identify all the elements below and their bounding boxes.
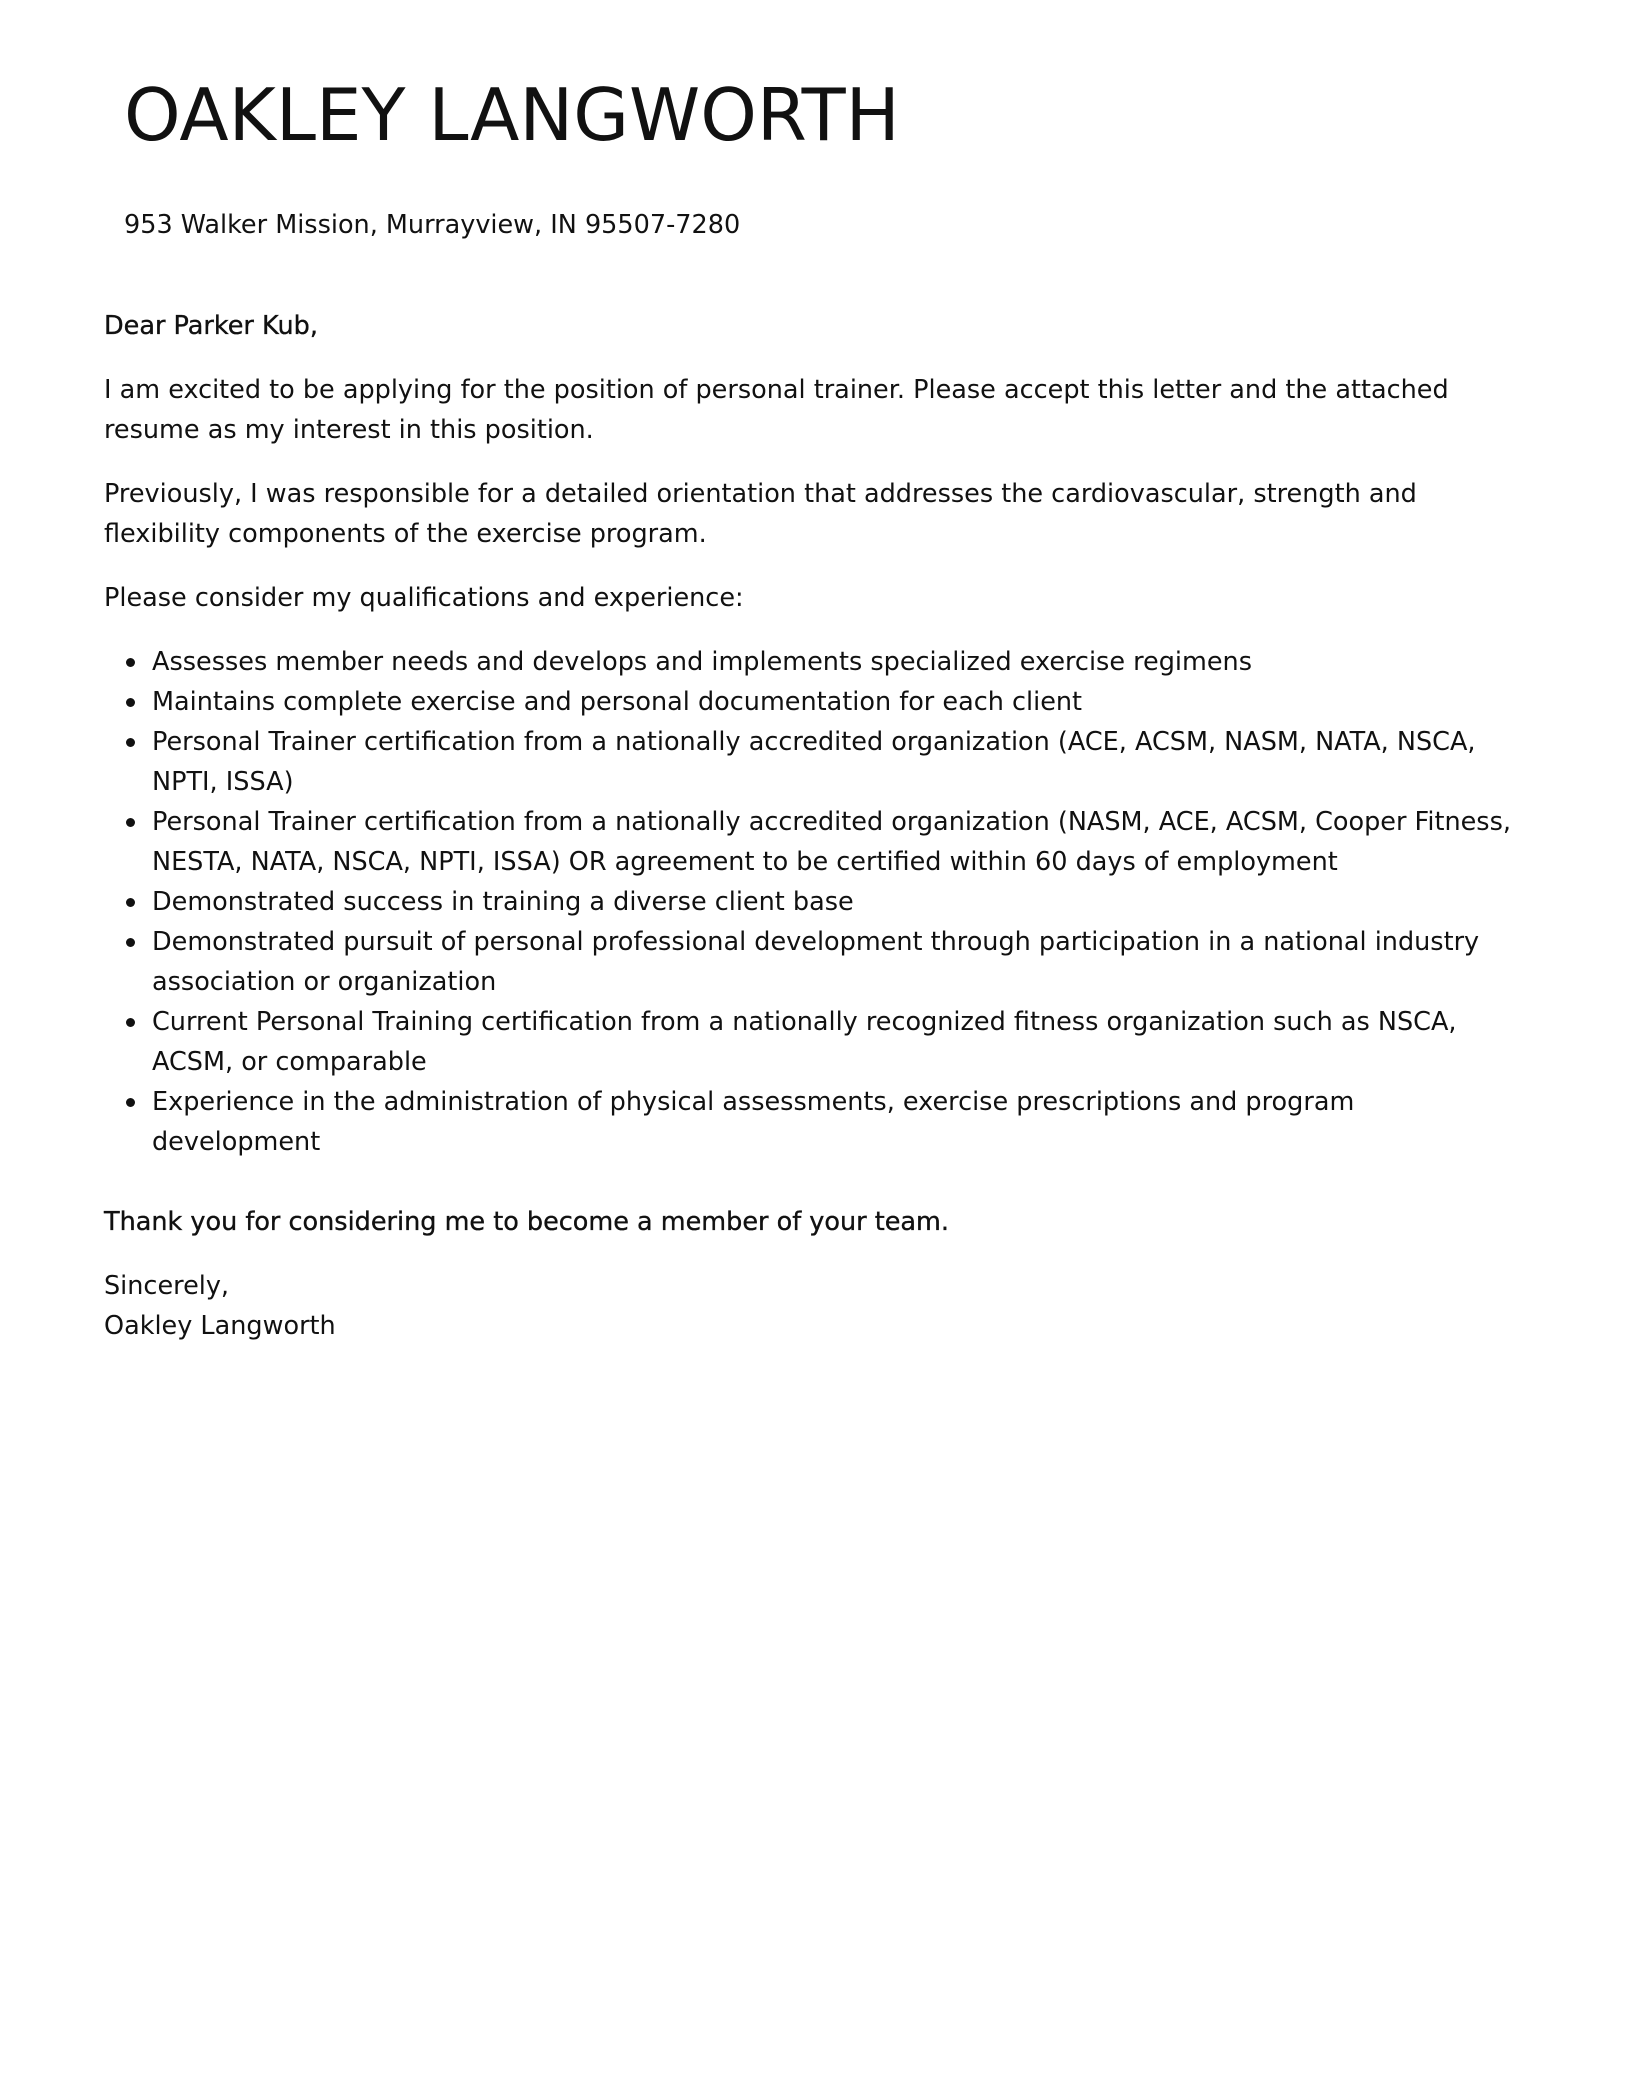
qualification-text: Experience in the administration of physical assessments, exercise prescriptions and program development bbox=[152, 1087, 1355, 1157]
qualification-text: Current Personal Training certification from a nationally recognized fitness organization such as NSCA, ACSM, or comparable bbox=[152, 1007, 1457, 1077]
bullet-icon bbox=[126, 658, 135, 667]
letter-body bbox=[104, 306, 1524, 1346]
closing-sentence: Thank you for considering me to become a member of your team. bbox=[104, 1207, 949, 1237]
signature-name: Oakley Langworth bbox=[104, 1311, 336, 1341]
letter-header bbox=[124, 70, 1504, 242]
qualification-item bbox=[152, 882, 1524, 922]
bullet-icon bbox=[126, 898, 135, 907]
bullet-icon bbox=[126, 738, 135, 747]
qualifications-list bbox=[104, 642, 1524, 1162]
qualification-text: Personal Trainer certification from a nationally accredited organization (ACE, ACSM, NASM, NATA, NSCA, NPTI, ISSA) bbox=[152, 727, 1476, 797]
qualification-item bbox=[152, 802, 1524, 882]
qualification-item bbox=[152, 1002, 1524, 1082]
qualification-item bbox=[152, 682, 1524, 722]
qualification-text: Assesses member needs and develops and implements specialized exercise regimens bbox=[152, 647, 1252, 677]
bullet-icon bbox=[126, 1098, 135, 1107]
bullet-icon bbox=[126, 1018, 135, 1027]
signoff: Sincerely, bbox=[104, 1271, 230, 1301]
qualification-item bbox=[152, 722, 1524, 802]
qualification-text: Demonstrated pursuit of personal professional development through participation in a national industry association or organization bbox=[152, 927, 1480, 997]
bullet-icon bbox=[126, 698, 135, 707]
salutation: Dear Parker Kub, bbox=[104, 311, 318, 341]
applicant-name: OAKLEY LANGWORTH bbox=[124, 73, 900, 157]
qualification-item bbox=[152, 642, 1524, 682]
paragraph-experience: Previously, I was responsible for a detailed orientation that addresses the cardiovascular, strength and flexibility components of the exercise program. bbox=[104, 479, 1417, 549]
paragraph-intro: I am excited to be applying for the position of personal trainer. Please accept this letter and the attached resume as my interest in this position. bbox=[104, 375, 1449, 445]
qualification-text: Personal Trainer certification from a nationally accredited organization (NASM, ACE, ACSM, Cooper Fitness, NESTA, NATA, NSCA, NPTI, ISSA) OR agreement to be certified within 60 days of employment bbox=[152, 807, 1511, 877]
qualification-item bbox=[152, 922, 1524, 1002]
applicant-address: 953 Walker Mission, Murrayview, IN 95507-7280 bbox=[124, 210, 741, 240]
qualification-item bbox=[152, 1082, 1524, 1162]
bullet-icon bbox=[126, 818, 135, 827]
bullet-icon bbox=[126, 938, 135, 947]
qualification-text: Maintains complete exercise and personal documentation for each client bbox=[152, 687, 1083, 717]
qualification-text: Demonstrated success in training a diverse client base bbox=[152, 887, 854, 917]
qualifications-intro: Please consider my qualifications and experience: bbox=[104, 583, 744, 613]
